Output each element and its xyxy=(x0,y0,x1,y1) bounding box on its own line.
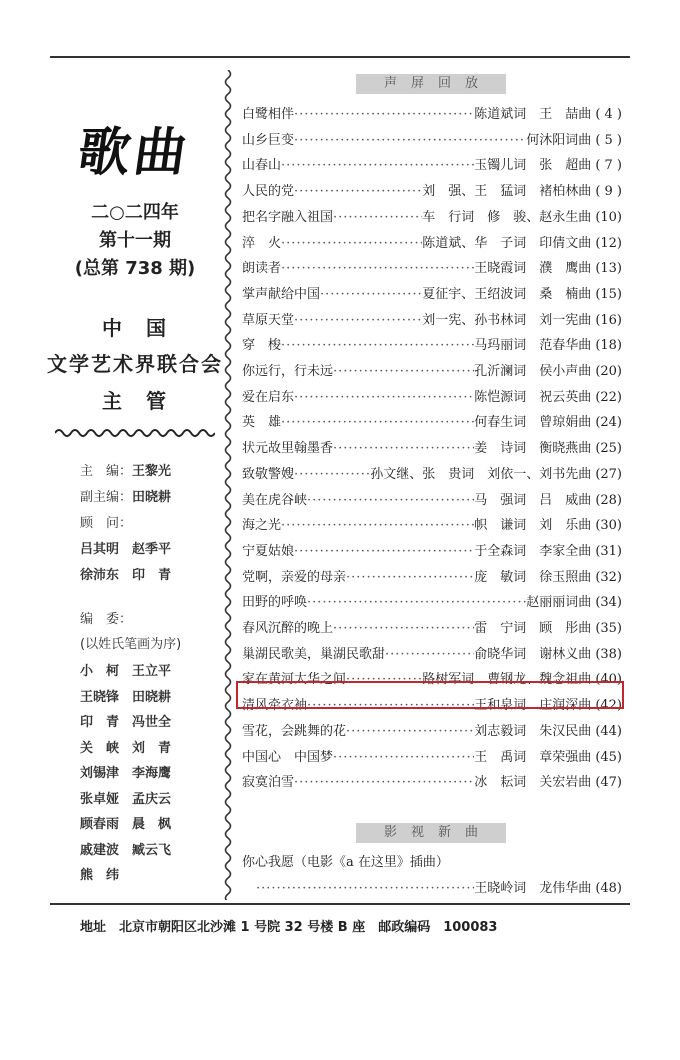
leader-dots xyxy=(333,210,422,225)
leader-dots xyxy=(294,184,422,199)
leader-dots xyxy=(256,881,474,896)
page-number: (18) xyxy=(595,338,622,354)
page-number: (42) xyxy=(595,698,622,714)
issue-number: 第十一期 xyxy=(99,230,171,251)
film-song-page: (48) xyxy=(595,881,622,896)
song-title: 雪花，会跳舞的花 xyxy=(242,723,347,739)
song-credits: 刘 强、王 猛词 褚柏林曲 xyxy=(422,184,592,200)
page-number: (32) xyxy=(595,569,622,585)
leader-dots xyxy=(281,236,422,251)
toc-entry xyxy=(242,360,622,382)
footer-rule xyxy=(50,903,630,905)
leader-dots xyxy=(281,518,474,533)
top-rule xyxy=(50,56,630,58)
toc-entry xyxy=(242,411,622,433)
song-credits: 车 行词 修 骏、赵永生曲 xyxy=(422,209,592,225)
song-title: 田野的呼唤 xyxy=(242,595,308,611)
issue-year: 二○二四年 xyxy=(91,202,179,223)
wave-divider xyxy=(55,427,215,439)
page-number: (45) xyxy=(595,749,622,765)
song-title: 淬 火 xyxy=(242,235,282,251)
page-number: (27) xyxy=(595,466,622,482)
leader-dots xyxy=(294,775,474,790)
toc-entry xyxy=(242,154,622,176)
page-number: ( 7 ) xyxy=(595,158,622,174)
song-title: 致敬警嫂 xyxy=(242,466,295,482)
org-line3: 主 管 xyxy=(102,389,168,413)
song-credits: 陈恺源词 祝云英曲 xyxy=(474,389,592,405)
song-title: 春风沉醉的晚上 xyxy=(242,621,334,636)
song-credits: 孔沂澜词 侯小声曲 xyxy=(474,364,592,379)
toc-entry xyxy=(242,309,622,331)
song-credits: 何春生词 曾琼娟曲 xyxy=(474,415,592,431)
page-number: (22) xyxy=(595,389,622,405)
column-divider xyxy=(222,70,234,900)
song-credits: 王 禹词 章荣强曲 xyxy=(474,749,592,765)
page-number: (47) xyxy=(595,775,622,791)
song-credits: 孙文继、张 贵词 刘依一、刘书先曲 xyxy=(370,466,592,482)
toc-entry xyxy=(242,746,622,768)
address-footer: 地址 北京市朝阳区北沙滩 1 号院 32 号楼 B 座 邮政编码 100083 xyxy=(80,920,498,935)
song-credits: 庞 敏词 徐玉照曲 xyxy=(474,569,592,585)
leader-dots xyxy=(294,390,474,405)
committee-row: 熊 纬 xyxy=(80,868,120,883)
song-credits: 王和泉词 庄润深曲 xyxy=(474,698,592,714)
song-credits: 冰 耘词 关宏岩曲 xyxy=(474,775,592,791)
song-credits: 赵丽丽词曲 xyxy=(526,595,592,611)
film-song-title: 你心我愿（电影《a 在这里》插曲） xyxy=(242,855,449,870)
toc-entry xyxy=(242,103,622,125)
song-title: 你远行，行未远 xyxy=(242,364,334,379)
song-title: 党啊，亲爱的母亲 xyxy=(242,569,347,585)
leader-dots xyxy=(294,107,474,122)
leader-dots xyxy=(294,133,526,148)
song-title: 宁夏姑娘 xyxy=(242,543,295,559)
toc-entry xyxy=(242,334,622,356)
page-number: (15) xyxy=(595,286,622,302)
editor-line xyxy=(80,460,171,479)
song-credits: 帜 谦词 刘 乐曲 xyxy=(474,518,592,534)
page-number: (35) xyxy=(595,621,622,636)
leader-dots xyxy=(385,647,474,662)
leader-dots xyxy=(346,724,474,739)
leader-dots xyxy=(333,441,474,456)
leader-dots xyxy=(294,313,422,328)
song-title: 山春山 xyxy=(242,158,282,174)
song-title: 美在虎谷峡 xyxy=(242,492,308,508)
committee-row: 小 柯 王立平 xyxy=(80,664,172,679)
toc-entry xyxy=(242,591,622,613)
org-line1: 中 国 xyxy=(102,316,168,340)
issue-total: (总第 738 期) xyxy=(74,258,196,279)
editor-label: 主 编： xyxy=(80,464,133,479)
page-number: (20) xyxy=(595,364,622,379)
toc-entry xyxy=(242,566,622,588)
song-credits: 于全森词 李家全曲 xyxy=(474,543,592,559)
song-credits: 陈道斌、华 子词 印倩文曲 xyxy=(422,235,592,251)
magazine-logo: 歌曲 xyxy=(73,122,195,183)
advisors-label: 顾 问： xyxy=(80,516,133,531)
page-number: ( 9 ) xyxy=(595,184,622,200)
page-number: (44) xyxy=(595,723,622,739)
song-title: 掌声献给中国 xyxy=(242,286,321,302)
toc-entry xyxy=(242,129,622,151)
toc-entry xyxy=(242,771,622,793)
page-number: (25) xyxy=(595,441,622,457)
leader-dots xyxy=(320,287,422,302)
committee-row: 王晓锋 田晓耕 xyxy=(80,689,172,705)
page-number: (34) xyxy=(595,595,622,611)
page-number: (10) xyxy=(595,209,622,225)
song-credits: 陈道斌词 王 喆曲 xyxy=(474,107,592,122)
page-number: (24) xyxy=(595,415,622,431)
toc-entry xyxy=(242,463,622,485)
toc-entry xyxy=(242,232,622,254)
song-credits: 俞晓华词 谢林义曲 xyxy=(474,646,592,662)
org-line2: 文学艺术界联合会 xyxy=(47,352,223,376)
song-title: 英 雄 xyxy=(242,415,282,431)
advisors-row: 吕其明 赵季平 xyxy=(80,542,172,557)
song-title: 巢湖民歌美，巢湖民歌甜 xyxy=(242,646,386,662)
deputy-line xyxy=(80,486,171,505)
page-number: (28) xyxy=(595,492,622,508)
highlight-box xyxy=(236,681,624,709)
committee-row: 印 青 冯世全 xyxy=(80,715,172,730)
leader-dots xyxy=(346,570,474,585)
song-title: 中国心 中国梦 xyxy=(242,749,334,765)
section-header-broadcast: 声屏回放 xyxy=(356,74,506,94)
toc-entry xyxy=(242,206,622,228)
page-number: (40) xyxy=(595,672,622,688)
leader-dots xyxy=(333,621,474,636)
committee-row: 张卓娅 孟庆云 xyxy=(80,791,172,807)
song-credits: 何沐阳词曲 xyxy=(526,132,592,148)
toc-entry xyxy=(242,386,622,408)
committee-label: 编 委： xyxy=(80,612,133,627)
toc-entry xyxy=(242,617,622,639)
page-number: (13) xyxy=(595,261,622,277)
song-title: 穿 梭 xyxy=(242,338,282,354)
toc-entry xyxy=(242,283,622,305)
leader-dots xyxy=(333,364,474,379)
toc-entry xyxy=(242,514,622,536)
committee-note: (以姓氏笔画为序) xyxy=(80,637,182,652)
page-number: ( 4 ) xyxy=(595,107,622,122)
page-number: (30) xyxy=(595,518,622,534)
leader-dots xyxy=(294,467,370,482)
song-title: 草原天堂 xyxy=(242,312,295,328)
page-number: ( 5 ) xyxy=(595,132,622,148)
committee-row: 刘锡津 李海鹰 xyxy=(80,766,172,781)
song-credits: 路树军词 曹钢龙、魏念祖曲 xyxy=(422,672,592,688)
song-title: 家在黄河太华之间 xyxy=(242,672,347,688)
song-credits: 王晓霞词 濮 鹰曲 xyxy=(474,261,592,277)
leader-dots xyxy=(281,338,474,353)
advisors-row: 徐沛东 印 青 xyxy=(80,568,172,583)
song-title: 状元故里翰墨香 xyxy=(242,441,334,457)
deputy-label: 副主编： xyxy=(80,490,133,505)
song-credits: 雷 宁词 顾 彤曲 xyxy=(474,621,592,636)
page-number: (16) xyxy=(595,312,622,328)
song-credits: 姜 诗词 衡晓燕曲 xyxy=(474,441,592,457)
song-title: 人民的党 xyxy=(242,184,295,200)
leader-dots xyxy=(281,158,474,173)
song-credits: 玉镯儿词 张 超曲 xyxy=(474,158,592,174)
film-song-credits-row xyxy=(256,877,622,899)
song-title: 把名字融入祖国 xyxy=(242,209,334,225)
section-header-film: 影视新曲 xyxy=(356,823,506,843)
toc-entry xyxy=(242,257,622,279)
song-credits: 刘志毅词 朱汉民曲 xyxy=(474,723,592,739)
song-title: 海之光 xyxy=(242,518,282,534)
leader-dots xyxy=(333,750,474,765)
committee-row: 戚建波 臧云飞 xyxy=(80,842,172,858)
page-number: (31) xyxy=(595,543,622,559)
leader-dots xyxy=(307,493,474,508)
song-title: 山乡巨变 xyxy=(242,132,295,148)
film-song-credits: 王晓岭词 龙伟华曲 xyxy=(474,881,592,896)
page-number: (38) xyxy=(595,646,622,662)
deputy-name: 田晓耕 xyxy=(132,490,172,505)
song-credits: 马玛丽词 范春华曲 xyxy=(474,338,592,354)
song-credits: 夏征宇、王绍波词 桑 楠曲 xyxy=(422,286,592,302)
committee-row: 关 峡 刘 青 xyxy=(80,740,172,756)
song-title: 寂寞泊雪 xyxy=(242,775,295,791)
song-title: 朗读者 xyxy=(242,261,282,277)
toc-entry xyxy=(242,180,622,202)
toc-entry xyxy=(242,720,622,742)
leader-dots xyxy=(294,544,474,559)
editor-name: 王黎光 xyxy=(132,464,172,479)
committee-row: 顾春雨 晨 枫 xyxy=(80,817,172,832)
toc-entry xyxy=(242,643,622,665)
toc-entry xyxy=(242,489,622,511)
toc-entry xyxy=(242,540,622,562)
song-title: 白鹭相伴 xyxy=(242,107,295,122)
leader-dots xyxy=(281,261,474,276)
song-title: 爱在启东 xyxy=(242,389,295,405)
page-number: (12) xyxy=(595,235,622,251)
leader-dots xyxy=(307,595,526,610)
song-title: 清风牵衣袖 xyxy=(242,698,308,714)
song-credits: 刘一宪、孙书林词 刘一宪曲 xyxy=(422,312,592,328)
leader-dots xyxy=(281,415,474,430)
toc-entry xyxy=(242,437,622,459)
song-credits: 马 强词 吕 威曲 xyxy=(474,492,592,508)
